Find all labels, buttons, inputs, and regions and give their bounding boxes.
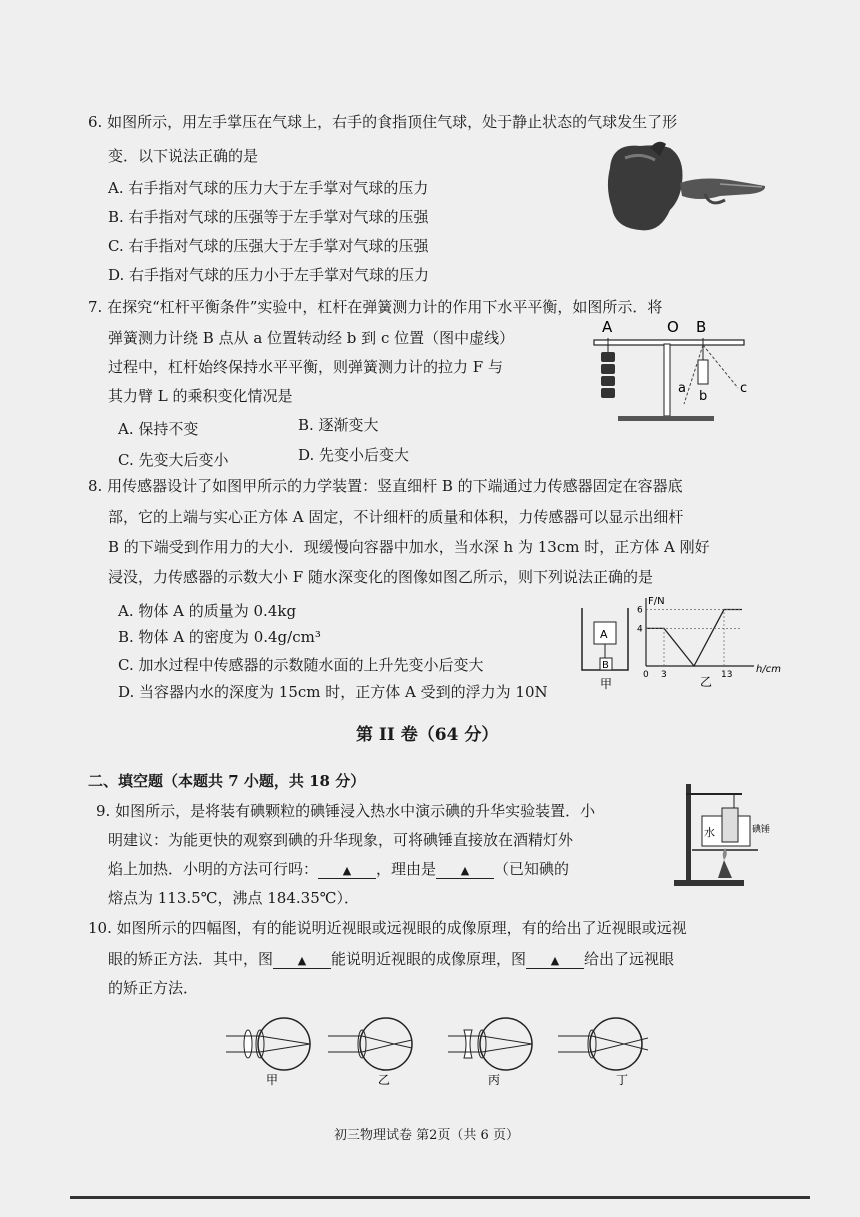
lever-label-small-b: b bbox=[699, 389, 708, 404]
lever-label-small-a: a bbox=[678, 381, 686, 396]
eye-diagram-jia bbox=[226, 1014, 316, 1088]
chart-ytick-1: 4 bbox=[637, 624, 643, 635]
q7-option-b: B. 逐渐变大 bbox=[298, 416, 379, 434]
q9-line3 bbox=[108, 859, 569, 879]
q10-line2-c: 给出了远视眼 bbox=[584, 950, 675, 968]
q10-line3: 的矫正方法． bbox=[108, 979, 199, 997]
force-depth-chart bbox=[634, 594, 790, 690]
eye-diagram-yi bbox=[328, 1014, 418, 1088]
q10-blank-2[interactable]: ▲ bbox=[526, 954, 584, 969]
apparatus-jia-figure bbox=[578, 602, 638, 692]
q9-blank-1[interactable]: ▲ bbox=[318, 864, 376, 879]
q7-option-a: A. 保持不变 bbox=[118, 420, 199, 438]
q7-line3: 过程中，杠杆始终保持水平平衡，则弹簧测力计的拉力 F 与 bbox=[108, 358, 503, 376]
q10-line2-a: 眼的矫正方法．其中，图 bbox=[108, 950, 274, 968]
q8-line2: 部，它的上端与实心正方体 A 固定，不计细杆的质量和体积，力传感器可以显示出细杆 bbox=[108, 508, 684, 526]
q7-line4: 其力臂 L 的乘积变化情况是 bbox=[108, 387, 293, 405]
balloon-figure bbox=[600, 138, 770, 238]
lever-label-a: A bbox=[602, 318, 613, 336]
chart-ytick-0: 6 bbox=[637, 605, 643, 616]
page-footer: 初三物理试卷 第2页（共 6 页） bbox=[334, 1128, 519, 1143]
q9-line3-a: 焰上加热．小明的方法可行吗： bbox=[108, 860, 319, 878]
q9-line2: 明建议：为能更快的观察到碘的升华现象，可将碘锤直接放在酒精灯外 bbox=[108, 831, 574, 849]
q10-line2 bbox=[108, 949, 674, 969]
section2-title: 二、填空题（本题共 7 小题，共 18 分） bbox=[88, 772, 366, 790]
jia-rod-b-label: B bbox=[602, 660, 609, 671]
eye-label-bing: 丙 bbox=[488, 1073, 501, 1087]
chart-ylabel: F/N bbox=[648, 596, 665, 607]
lever-figure bbox=[588, 316, 768, 428]
eye-label-ding: 丁 bbox=[616, 1073, 629, 1087]
chart-label-yi: 乙 bbox=[700, 675, 713, 689]
chart-xtick-2: 13 bbox=[721, 670, 733, 680]
chart-series-line bbox=[646, 610, 742, 666]
q10-line1: 10. 如图所示的四幅图，有的能说明近视眼或远视眼的成像原理，有的给出了近视眼或远视 bbox=[88, 919, 687, 937]
q6-option-c: C. 右手指对气球的压强大于左手掌对气球的压强 bbox=[108, 237, 429, 255]
eye-diagram-ding bbox=[558, 1014, 648, 1088]
eye-label-jia: 甲 bbox=[266, 1073, 279, 1087]
iodine-hammer-label: 碘锤 bbox=[752, 825, 771, 835]
q7-option-c: C. 先变大后变小 bbox=[118, 451, 229, 469]
q6-option-b: B. 右手指对气球的压强等于左手掌对气球的压强 bbox=[108, 208, 429, 226]
q6-option-a: A. 右手指对气球的压力大于左手掌对气球的压力 bbox=[108, 179, 429, 197]
chart-xtick-1: 3 bbox=[661, 670, 667, 680]
part2-title: 第 II 卷（64 分） bbox=[356, 725, 499, 745]
chart-xlabel: h/cm bbox=[756, 664, 781, 675]
q8-line3: B 的下端受到作用力的大小．现缓慢向容器中加水，当水深 h 为 13cm 时，正方体 A 刚好 bbox=[108, 538, 710, 556]
q9-line4: 熔点为 113.5℃，沸点 184.35℃）． bbox=[108, 889, 360, 907]
lever-label-o: O bbox=[667, 318, 679, 336]
q6-line2: 变．以下说法正确的是 bbox=[108, 147, 259, 165]
q8-line4: 浸没，力传感器的示数大小 F 随水深变化的图像如图乙所示，则下列说法正确的是 bbox=[108, 568, 653, 586]
bottom-rule bbox=[70, 1196, 810, 1199]
jia-block-a-label: A bbox=[600, 628, 608, 641]
eye-diagram-bing bbox=[448, 1014, 538, 1088]
q8-line1: 8. 用传感器设计了如图甲所示的力学装置：竖直细杆 B 的下端通过力传感器固定在容器底 bbox=[88, 477, 683, 495]
q8-option-a: A. 物体 A 的质量为 0.4kg bbox=[118, 602, 297, 620]
q7-option-d: D. 先变小后变大 bbox=[298, 446, 410, 464]
q7-line2: 弹簧测力计绕 B 点从 a 位置转动经 b 到 c 位置（图中虚线） bbox=[108, 329, 515, 347]
iodine-water-label: 水 bbox=[704, 826, 715, 839]
jia-label: 甲 bbox=[600, 677, 613, 691]
q8-option-b: B. 物体 A 的密度为 0.4g/cm³ bbox=[118, 628, 321, 646]
iodine-apparatus-figure bbox=[672, 774, 782, 890]
lever-label-b: B bbox=[696, 318, 707, 336]
q9-line3-b: ，理由是 bbox=[376, 860, 437, 878]
q9-line1: 9. 如图所示，是将装有碘颗粒的碘锤浸入热水中演示碘的升华实验装置．小 bbox=[96, 802, 596, 820]
q10-line2-b: 能说明近视眼的成像原理，图 bbox=[331, 950, 527, 968]
q9-line3-c: （已知碘的 bbox=[494, 860, 570, 878]
chart-xtick-0: 0 bbox=[643, 670, 649, 680]
q8-option-d: D. 当容器内水的深度为 15cm 时，正方体 A 受到的浮力为 10N bbox=[118, 683, 548, 701]
q6-line1: 6. 如图所示，用左手掌压在气球上，右手的食指顶住气球，处于静止状态的气球发生了形 bbox=[88, 113, 678, 131]
q10-blank-1[interactable]: ▲ bbox=[273, 954, 331, 969]
q8-option-c: C. 加水过程中传感器的示数随水面的上升先变小后变大 bbox=[118, 656, 484, 674]
eye-label-yi: 乙 bbox=[378, 1073, 391, 1087]
lever-label-small-c: c bbox=[740, 381, 748, 396]
q7-line1: 7. 在探究“杠杆平衡条件”实验中，杠杆在弹簧测力计的作用下水平平衡，如图所示．将 bbox=[88, 298, 663, 316]
q9-blank-2[interactable]: ▲ bbox=[436, 864, 494, 879]
q6-option-d: D. 右手指对气球的压力小于左手掌对气球的压力 bbox=[108, 266, 430, 284]
